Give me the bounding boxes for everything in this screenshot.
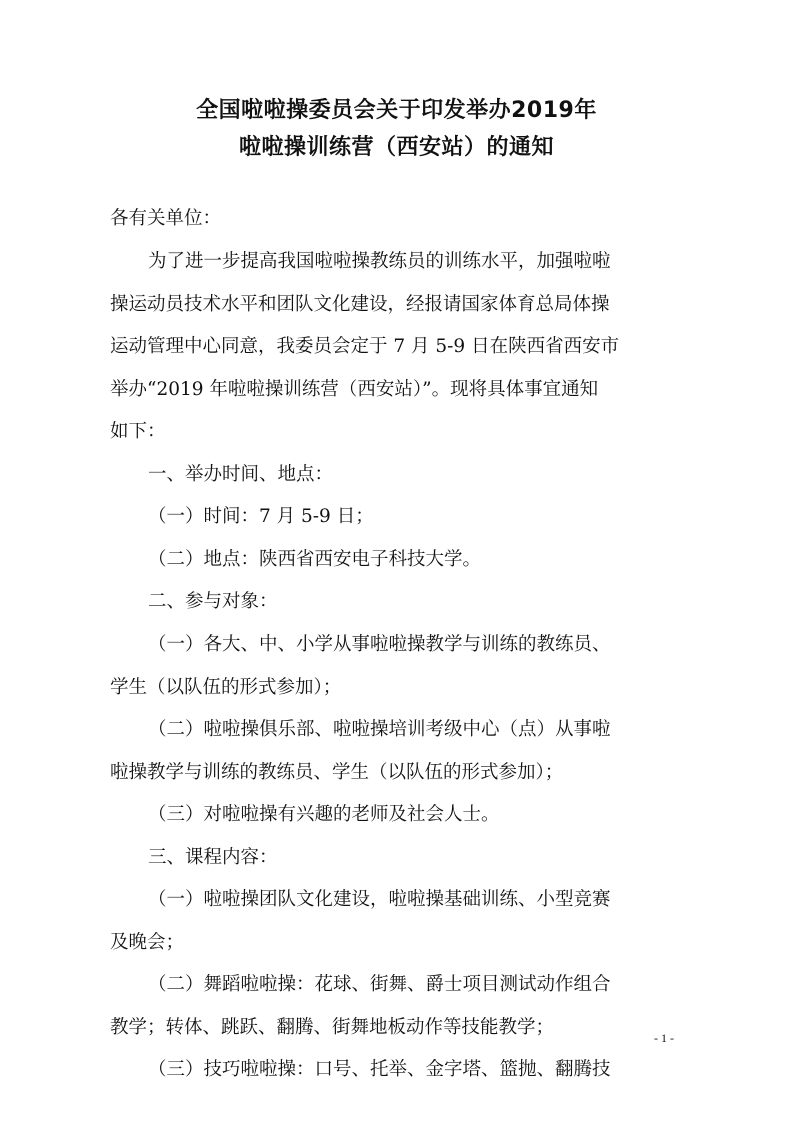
list-item-participants-2: （二）啦啦操俱乐部、啦啦操培训考级中心（点）从事啦 (148, 719, 611, 740)
list-item-time: （一）时间：7 月 5-9 日； (148, 506, 374, 527)
paragraph-intro-line: 如下： (110, 421, 166, 442)
paragraph-intro-line: 为了进一步提高我国啦啦操教练员的训练水平，加强啦啦 (148, 251, 611, 272)
paragraph-intro-line: 操运动员技术水平和团队文化建设，经报请国家体育总局体操 (110, 294, 610, 315)
document-title-line-1: 全国啦啦操委员会关于印发举办2019年 (196, 98, 597, 123)
salutation: 各有关单位： (110, 208, 222, 229)
list-item-place: （二）地点：陕西省西安电子科技大学。 (148, 549, 482, 570)
list-item-participants-3: （三）对啦啦操有兴趣的老师及社会人士。 (148, 804, 500, 825)
section-heading-time-place: 一、举办时间、地点： (148, 464, 334, 485)
page-number: - 1 - (654, 1031, 674, 1045)
document-title-line-2: 啦啦操训练营（西安站）的通知 (238, 135, 554, 160)
section-heading-courses: 三、课程内容： (148, 847, 278, 868)
list-item-participants-1: （一）各大、中、小学从事啦啦操教学与训练的教练员、 (148, 634, 611, 655)
list-item-course-2-cont: 教学；转体、跳跃、翻腾、街舞地板动作等技能教学； (110, 1017, 555, 1038)
list-item-participants-2-cont: 啦操教学与训练的教练员、学生（以队伍的形式参加）； (110, 762, 564, 783)
list-item-course-1-cont: 及晚会； (110, 932, 185, 953)
section-heading-participants: 二、参与对象： (148, 591, 278, 612)
list-item-course-1: （一）啦啦操团队文化建设，啦啦操基础训练、小型竞赛 (148, 889, 611, 910)
list-item-course-2: （二）舞蹈啦啦操：花球、街舞、爵士项目测试动作组合 (148, 974, 611, 995)
paragraph-intro-line: 举办“2019 年啦啦操训练营（西安站）”。现将具体事宜通知 (110, 379, 599, 400)
list-item-course-3: （三）技巧啦啦操：口号、托举、金字塔、篮抛、翻腾技 (148, 1059, 611, 1080)
paragraph-intro-line: 运动管理中心同意，我委员会定于 7 月 5-9 日在陕西省西安市 (110, 336, 620, 357)
list-item-participants-1-cont: 学生（以队伍的形式参加）； (110, 677, 342, 698)
